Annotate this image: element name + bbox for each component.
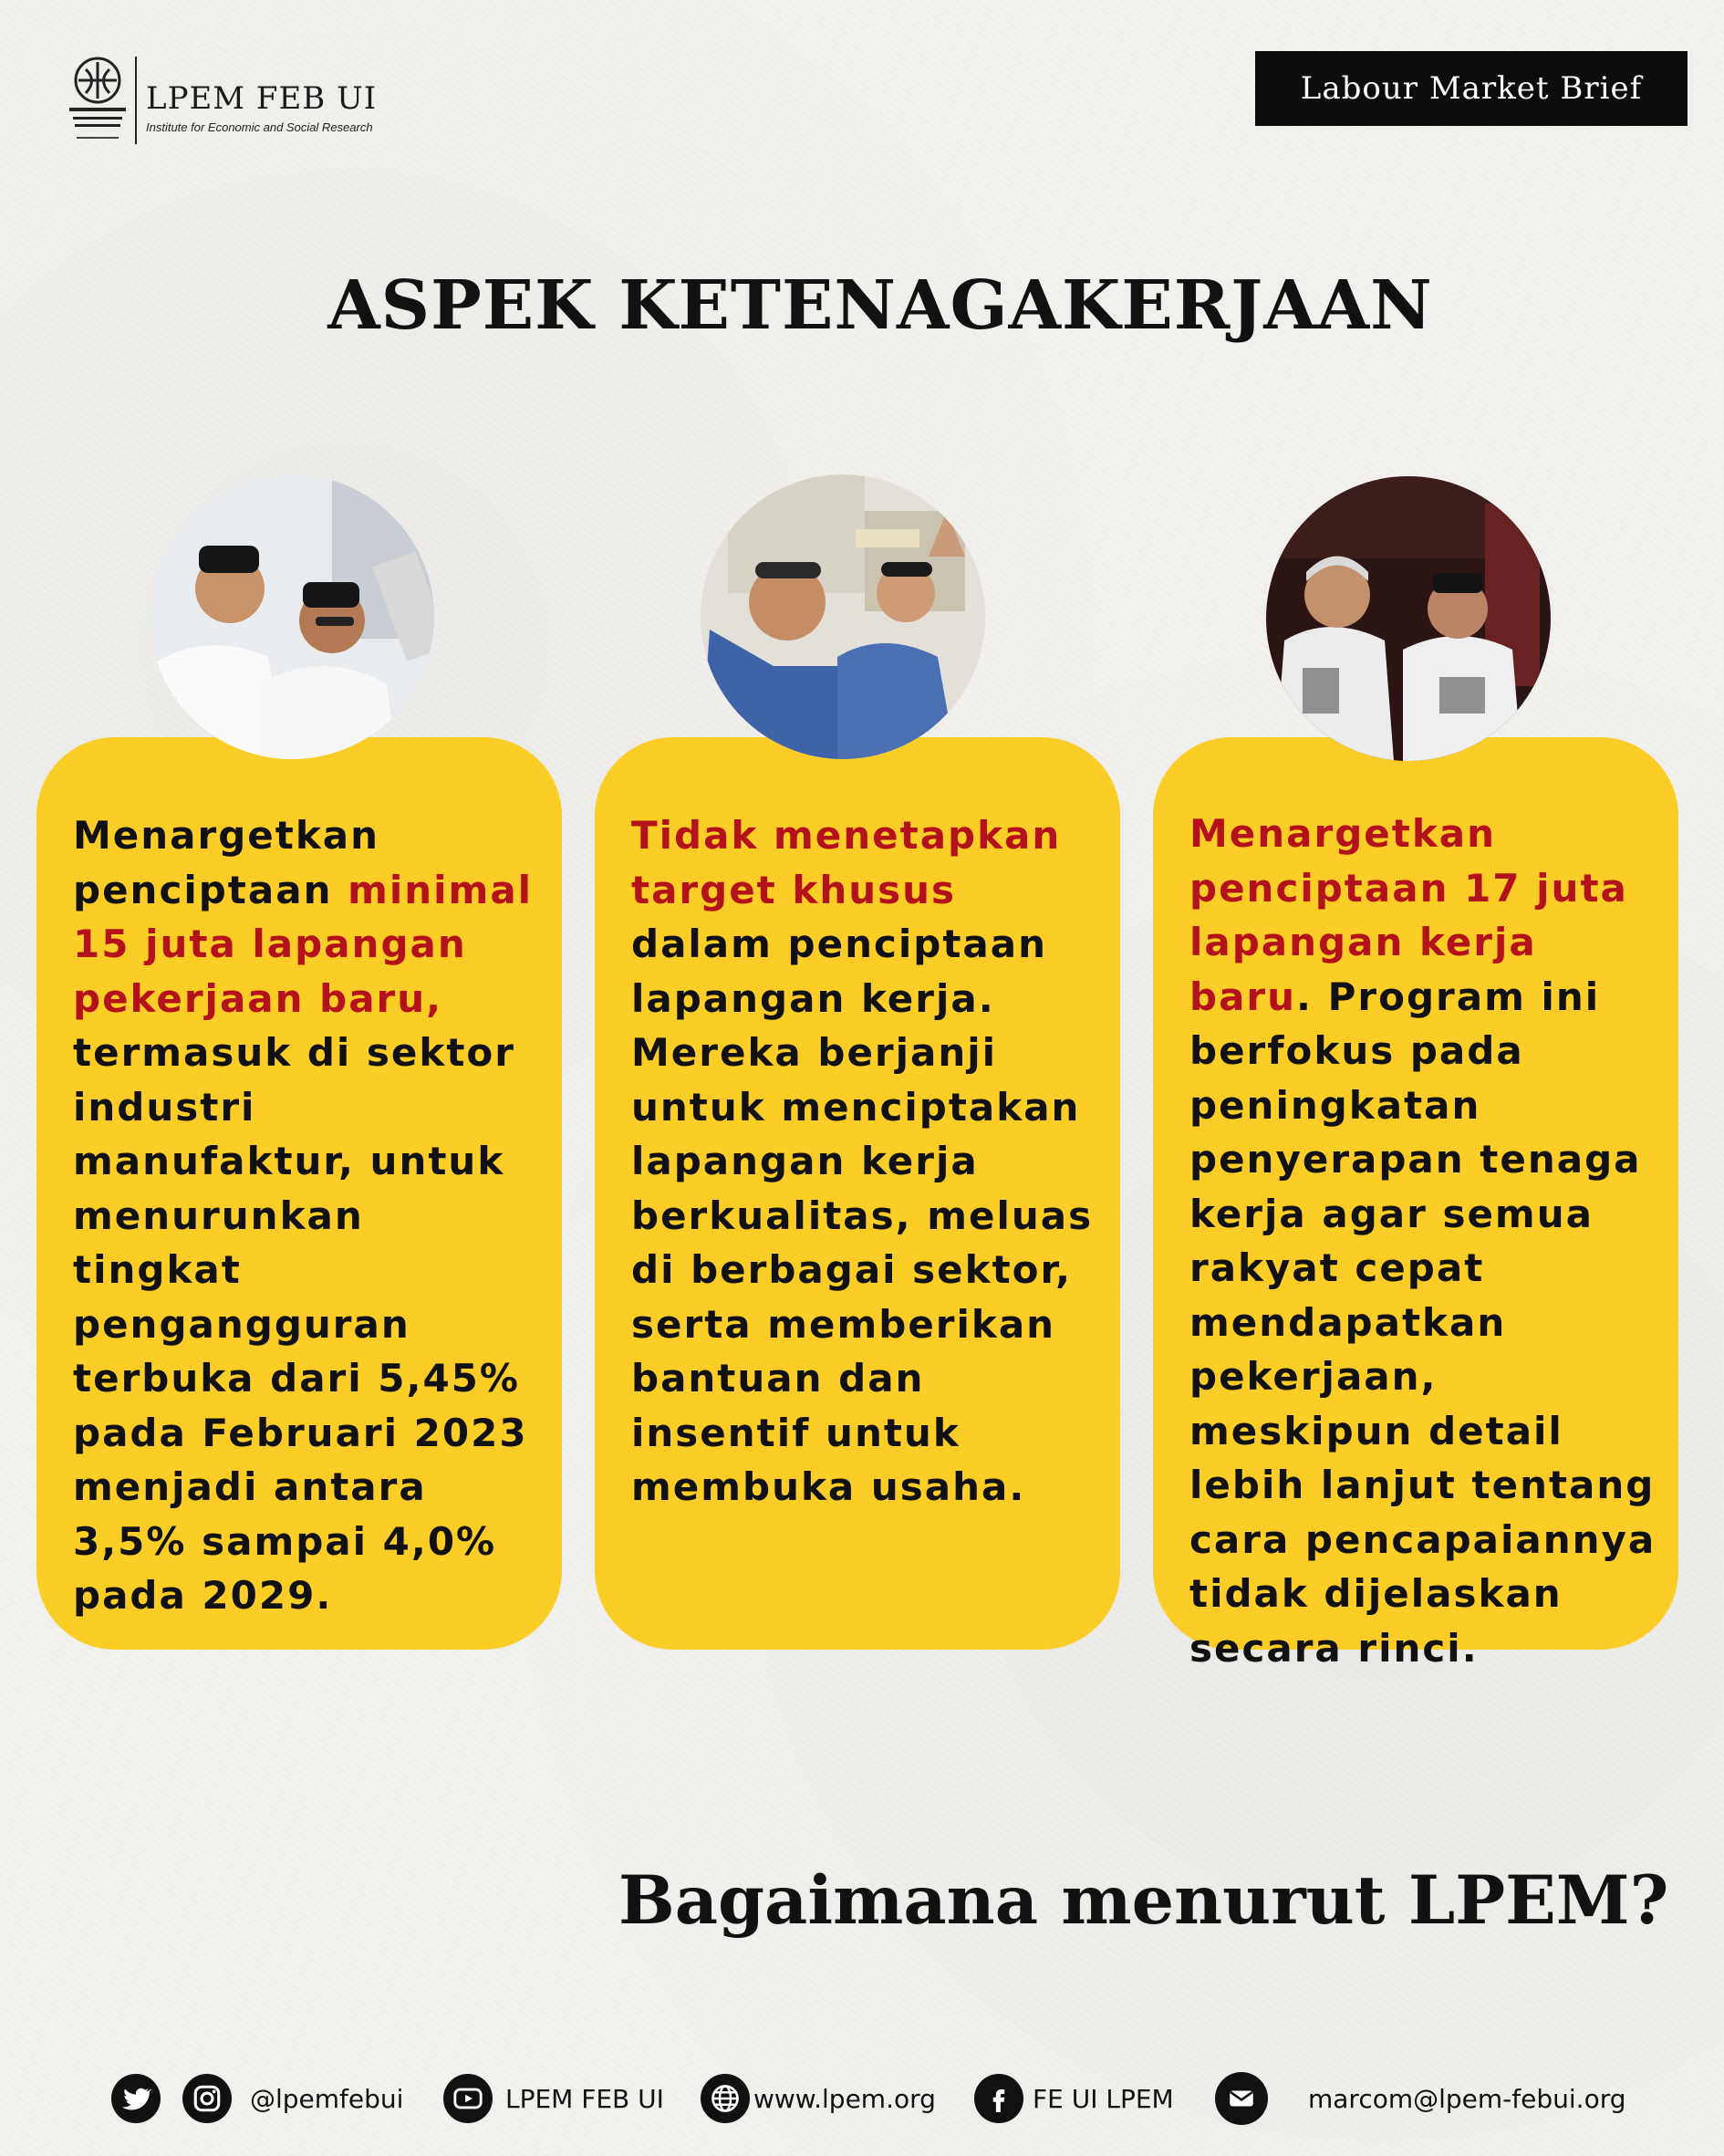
instagram-icon[interactable]: [182, 2074, 232, 2123]
card-pair-2: [595, 737, 1120, 1650]
photo-illustration-icon: [1266, 476, 1551, 761]
facebook-icon[interactable]: [974, 2074, 1023, 2123]
card-text-highlight: minimal 15 juta lapangan pekerjaan baru,: [73, 867, 534, 1021]
page-title: ASPEK KETENAGAKERJAAN: [327, 266, 1433, 345]
makara-emblem-icon: [66, 53, 130, 148]
twitter-icon[interactable]: [111, 2074, 161, 2123]
footer-website[interactable]: [701, 2073, 936, 2124]
email-address[interactable]: marcom@lpem-febui.org: [1308, 2083, 1626, 2114]
card-text-plain: Menargetkan penciptaan: [73, 813, 380, 912]
card-pair-1-text: [73, 808, 540, 1623]
brief-badge: Labour Market Brief: [1255, 51, 1688, 126]
card-text-plain: dalam penciptaan lapangan kerja. Mereka berjanji untuk menciptakan lapangan kerja berkualitas, meluas di berbagai sektor, serta memberikan bantuan dan insentif untuk membuka usaha.: [631, 922, 1094, 1509]
social-handle[interactable]: @lpemfebui: [250, 2083, 404, 2114]
mail-icon[interactable]: [1215, 2072, 1268, 2125]
candidate-pair-2-photo: [701, 474, 985, 759]
youtube-icon[interactable]: [443, 2074, 493, 2123]
footer-email[interactable]: [1215, 2073, 1626, 2124]
footer-facebook[interactable]: [974, 2073, 1174, 2124]
card-pair-1: [36, 737, 562, 1650]
lpem-logo: [66, 53, 376, 148]
logo-subtitle: Institute for Economic and Social Research: [146, 120, 373, 134]
card-text-highlight: Tidak menetapkan target khusus: [631, 813, 1062, 912]
globe-icon[interactable]: [701, 2074, 750, 2123]
closing-question: Bagaimana menurut LPEM?: [618, 1861, 1669, 1940]
logo-divider: [135, 57, 137, 144]
footer-youtube[interactable]: [443, 2073, 664, 2124]
candidate-pair-3-photo: [1266, 476, 1551, 761]
logo-name: LPEM FEB UI: [146, 80, 378, 117]
card-text-plain: termasuk di sektor industri manufaktur, untuk menurunkan tingkat pengangguran terbuka dari 5,45% pada Februari 2023 menjadi antara 3,5% sampai 4,0% pada 2029.: [73, 1030, 528, 1618]
candidate-pair-1-photo: [150, 474, 434, 759]
youtube-channel[interactable]: LPEM FEB UI: [505, 2083, 664, 2114]
card-text-highlight: Menargetkan penciptaan 17 juta lapangan kerja baru: [1189, 811, 1628, 1019]
card-pair-3-text: [1189, 807, 1656, 1675]
footer-social[interactable]: [111, 2073, 403, 2124]
photo-illustration-icon: [150, 474, 434, 759]
card-pair-2-text: [631, 808, 1098, 1515]
card-text-plain: . Program ini berfokus pada peningkatan penyerapan tenaga kerja agar semua rakyat cepat mendapatkan pekerjaan, meskipun detail lebih lanjut tentang cara pencapaiannya tidak dijelaskan secara rinci.: [1189, 974, 1656, 1671]
facebook-page[interactable]: FE UI LPEM: [1033, 2083, 1174, 2114]
photo-illustration-icon: [701, 474, 985, 759]
website-link[interactable]: www.lpem.org: [753, 2083, 936, 2114]
card-pair-3: [1153, 737, 1678, 1671]
